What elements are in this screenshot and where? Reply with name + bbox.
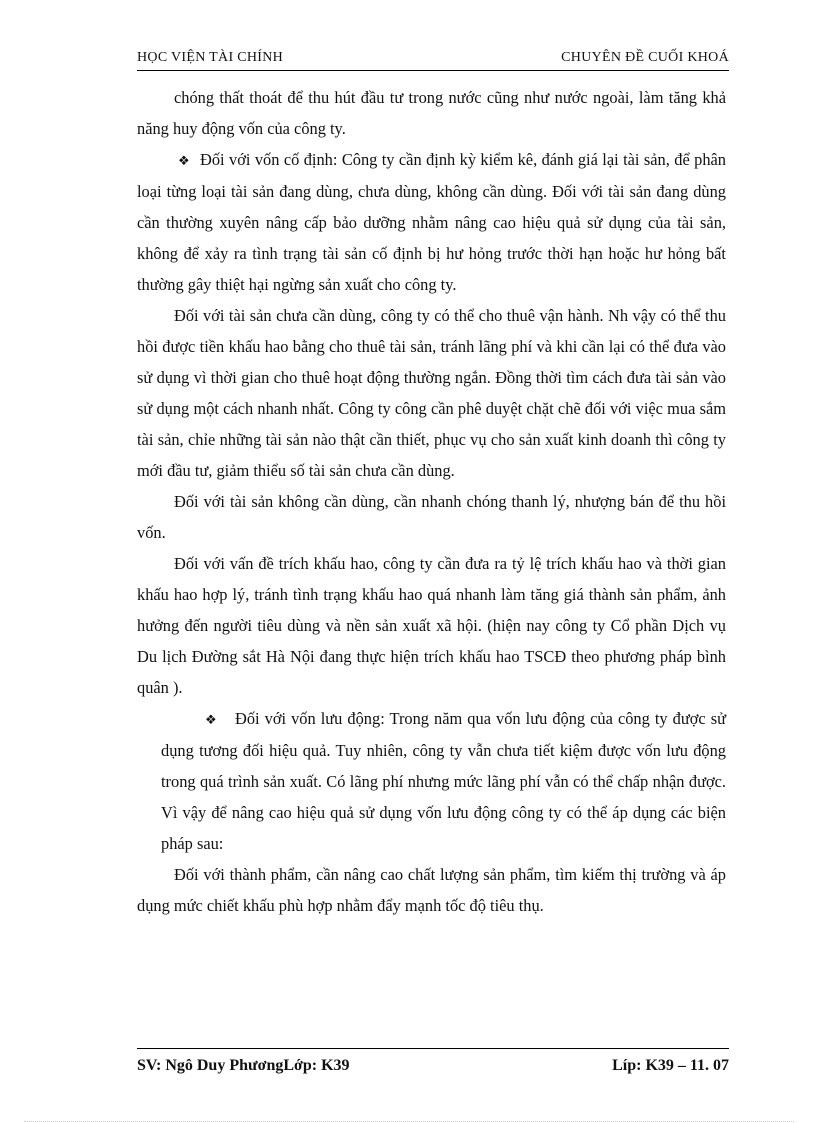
paragraph-working-capital [161,703,726,859]
footer-class: Líp: K39 – 11. 07 [612,1057,729,1074]
paragraph-depreciation: Đối với vấn đề trích khấu hao, công ty cần đưa ra tỷ lệ trích khấu hao và thời gian khấu hao hợp lý, tránh tình trạng khấu hao quá nhanh làm tăng giá thành sản phẩm, ảnh hưởng đến người tiêu dùng và nền sản xuất xã hội. (hiện nay công ty Cổ phần Dịch vụ Du lịch Đường sắt Hà Nội đang thực hiện trích khấu hao TSCĐ theo phương pháp bình quân ). [137,554,726,697]
paragraph-intro: chóng thất thoát để thu hút đầu tư trong nước cũng như nước ngoài, làm tăng khả năng huy động vốn của công ty. [137,88,726,138]
header-document-type: CHUYÊN ĐỀ CUỐI KHOÁ [561,50,729,65]
diamond-bullet-icon: ❖ [178,153,190,168]
paragraph-working-capital-text: Đối với vốn lưu động: Trong năm qua vốn lưu động của công ty được sử dụng tương đối hiệu quả. Tuy nhiên, công ty vẫn chưa tiết kiệm được vốn lưu động trong quá trình sản xuất. Có lãng phí nhưng mức lãng phí vẫn có thể chấp nhận được. Vì vậy để nâng cao hiệu quả sử dụng vốn lưu động công ty có thể áp dụng các biện pháp sau: [161,709,726,853]
footer-student: SV: Ngô Duy PhươngLớp: K39 [137,1057,350,1074]
paragraph-unneeded-assets: Đối với tài sản không cần dùng, cần nhanh chóng thanh lý, nhượng bán để thu hồi vốn. [137,492,726,542]
paragraph-fixed-capital [137,144,726,300]
header-institution: HỌC VIỆN TÀI CHÍNH [137,50,284,65]
page-header [137,46,729,71]
page-bottom-divider [24,1121,794,1122]
paragraph-unused-assets: Đối với tài sản chưa cần dùng, công ty có thể cho thuê vận hành. Nh vậy có thể thu hồi được tiền khấu hao bằng cho thuê tài sản, tránh lãng phí và khi cần lại có thể đưa vào sử dụng vì thời gian cho thuê hoạt động thường ngắn. Đồng thời tìm cách đưa tài sản vào sử dụng một cách nhanh nhất. Công ty công cần phê duyệt chặt chẽ đối với việc mua sắm tài sản, chỉe những tài sản nào thật cần thiết, phục vụ cho sản xuất kinh doanh thì công ty mới đầu tư, giảm thiểu số tài sản chưa cần dùng. [137,306,726,480]
page-footer [137,1048,729,1074]
paragraph-finished-goods: Đối với thành phẩm, cần nâng cao chất lượng sản phẩm, tìm kiếm thị trường và áp dụng mức chiết khấu phù hợp nhằm đẩy mạnh tốc độ tiêu thụ. [137,865,726,915]
paragraph-fixed-capital-text: Đối với vốn cố định: Công ty cần định kỳ kiểm kê, đánh giá lại tài sản, để phân loại từng loại tài sản đang dùng, chưa dùng, không cần dùng. Đối với tài sản đang dùng cần thường xuyên nâng cấp bảo dưỡng nhằm nâng cao hiệu quả sử dụng của tài sản, không để xảy ra tình trạng tài sản cố định bị hư hỏng trước thời hạn hoặc hư hỏng bất thường gây thiệt hại ngừng sản xuất cho công ty. [137,150,726,294]
body-text [137,82,726,921]
diamond-bullet-icon: ❖ [205,712,217,727]
